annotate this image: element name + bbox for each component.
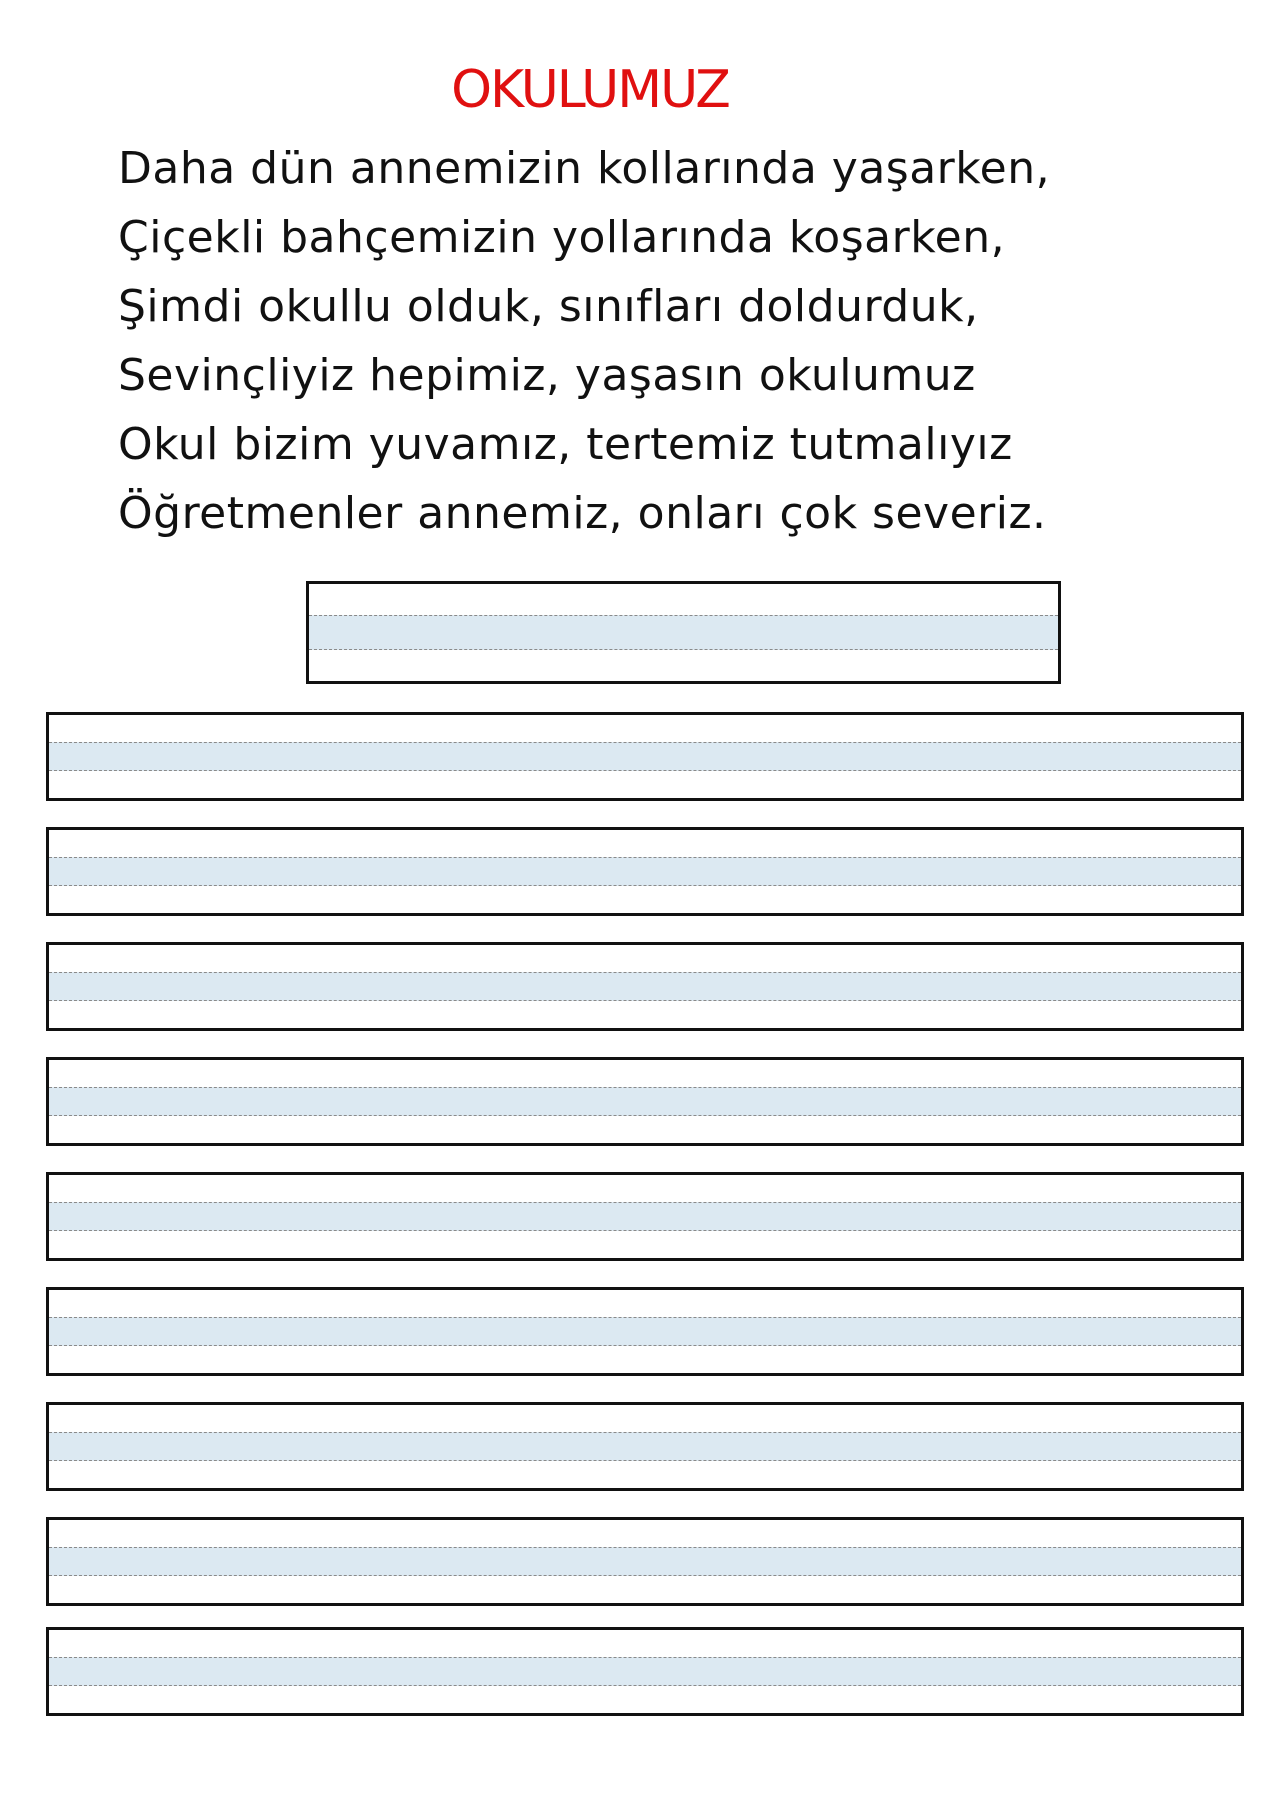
writing-guide-band — [309, 615, 1058, 650]
writing-line-box[interactable] — [46, 1172, 1244, 1261]
writing-line-box[interactable] — [46, 827, 1244, 916]
writing-guide-band — [49, 1087, 1241, 1117]
writing-line-box[interactable] — [46, 1057, 1244, 1146]
poem-line: Şimdi okullu olduk, sınıfları doldurduk, — [118, 281, 979, 332]
poem — [118, 134, 1118, 548]
poem-line: Daha dün annemizin kollarında yaşarken, — [118, 143, 1051, 194]
writing-guide-band — [49, 742, 1241, 772]
poem-line: Sevinçliyiz hepimiz, yaşasın okulumuz — [118, 350, 976, 401]
writing-guide-band — [49, 857, 1241, 887]
poem-line: Öğretmenler annemiz, onları çok severiz. — [118, 488, 1047, 539]
title-writing-box[interactable] — [306, 581, 1061, 684]
writing-line-box[interactable] — [46, 1287, 1244, 1376]
writing-guide-band — [49, 972, 1241, 1002]
writing-line-box[interactable] — [46, 1517, 1244, 1606]
writing-guide-band — [49, 1547, 1241, 1577]
poem-line: Çiçekli bahçemizin yollarında koşarken, — [118, 212, 1006, 263]
poem-line: Okul bizim yuvamız, tertemiz tutmalıyız — [118, 419, 1013, 470]
writing-line-box[interactable] — [46, 1402, 1244, 1491]
writing-line-box[interactable] — [46, 1627, 1244, 1716]
writing-line-box[interactable] — [46, 942, 1244, 1031]
writing-guide-band — [49, 1202, 1241, 1232]
writing-guide-band — [49, 1317, 1241, 1347]
writing-guide-band — [49, 1432, 1241, 1462]
writing-line-box[interactable] — [46, 712, 1244, 801]
page-title: OKULUMUZ — [451, 60, 729, 120]
writing-guide-band — [49, 1657, 1241, 1687]
